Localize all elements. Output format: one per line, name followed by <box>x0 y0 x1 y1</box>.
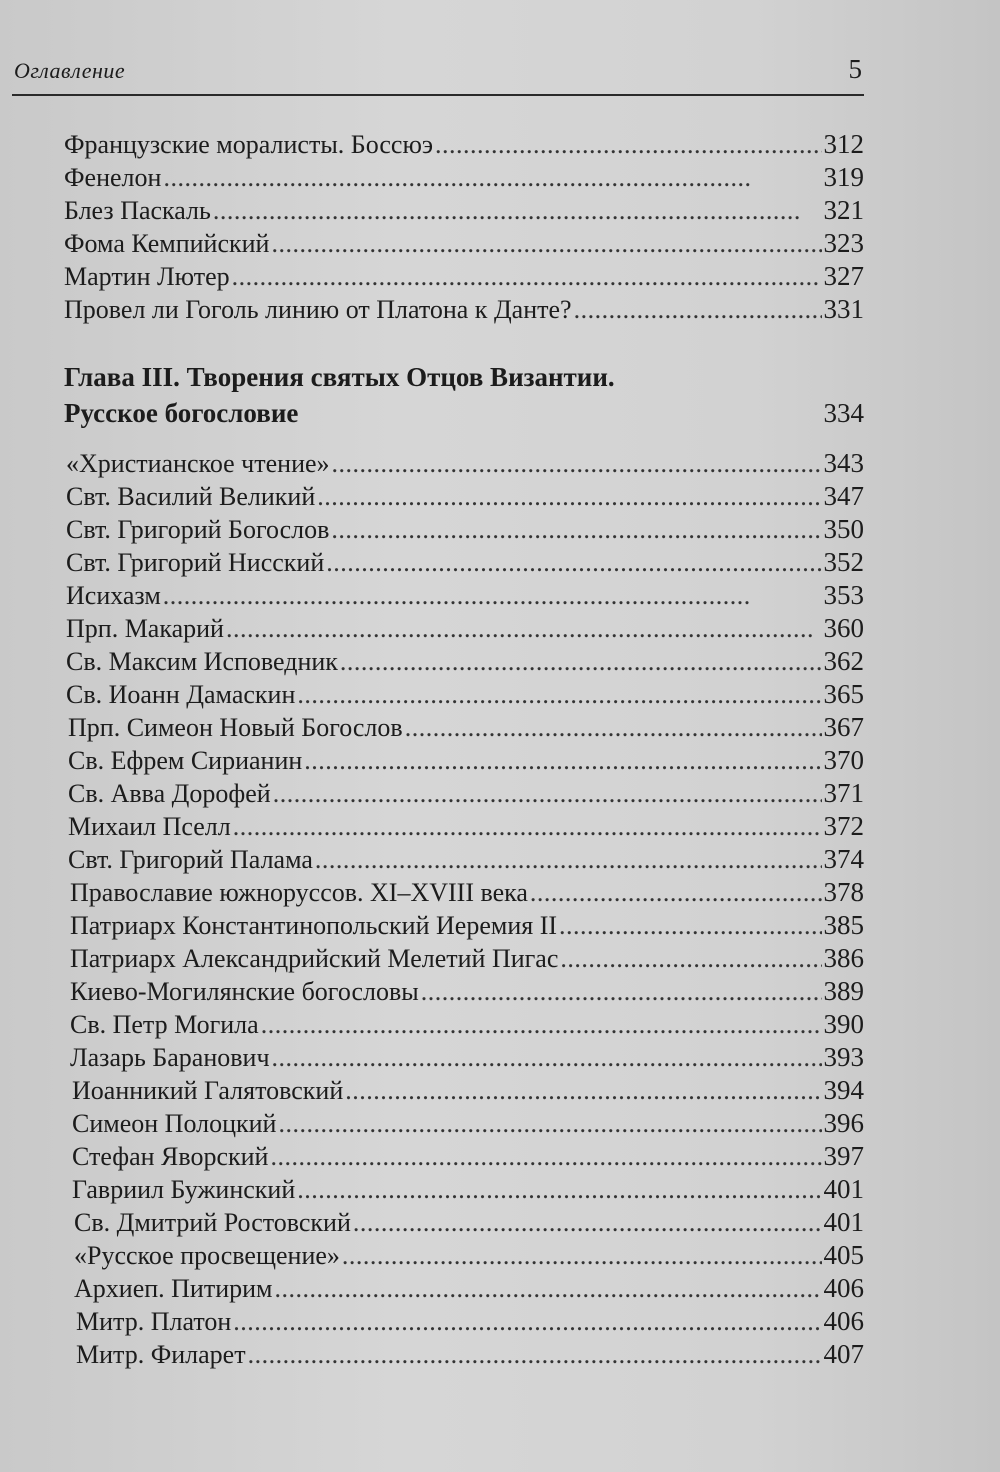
page-number: 5 <box>848 54 862 84</box>
toc-leader-dots <box>213 195 822 227</box>
toc-entry-title: Гавриил Бужинский <box>72 1175 296 1204</box>
toc-leader-dots <box>342 1240 822 1272</box>
toc-entry <box>64 260 864 292</box>
toc-entry-page: 397 <box>823 1141 864 1171</box>
toc-leader-dots <box>232 261 822 293</box>
toc-leader-dots <box>273 778 822 810</box>
toc-entry-page: 312 <box>823 129 864 159</box>
toc-entry <box>66 645 864 677</box>
toc-leader-dots <box>421 976 822 1008</box>
toc-entry <box>76 1338 864 1370</box>
toc-entry <box>70 942 864 974</box>
toc-leader-dots <box>226 613 822 645</box>
toc-entry-title: Французские моралисты. Боссюэ <box>64 130 434 159</box>
toc-entry-page: 319 <box>823 162 864 192</box>
toc-leader-dots <box>317 481 821 513</box>
toc-entry <box>64 128 864 160</box>
toc-leader-dots <box>530 877 822 909</box>
toc-entry-page: 353 <box>823 580 864 610</box>
toc-entry-page: 350 <box>823 514 864 544</box>
toc-entry-page: 385 <box>823 910 864 940</box>
toc-entry <box>66 480 864 512</box>
toc-entry-title: Патриарх Александрийский Мелетий Пигас <box>70 944 559 973</box>
toc-entry-page: 362 <box>823 646 864 676</box>
toc-entry <box>66 513 864 545</box>
toc-entry-title: Св. Петр Могила <box>70 1010 259 1039</box>
toc-leader-dots <box>574 294 822 326</box>
toc-entry-title: Свт. Григорий Палама <box>68 845 313 874</box>
toc-entry-title: Симеон Полоцкий <box>72 1109 277 1138</box>
toc-entry <box>72 1074 864 1106</box>
toc-entry-title: Свт. Василий Великий <box>66 482 316 511</box>
toc-entry-title: Свт. Григорий Нисский <box>66 548 325 577</box>
toc-entry <box>66 678 864 710</box>
toc-entry-title: Св. Максим Исповедник <box>66 647 338 676</box>
toc-entry <box>72 1173 864 1205</box>
toc-entry <box>68 843 864 875</box>
toc-entry <box>64 194 864 226</box>
toc-entry <box>66 612 864 644</box>
toc-leader-dots <box>315 844 822 876</box>
toc-entry-title: «Русское просвещение» <box>74 1241 340 1270</box>
toc-entry-title: Фенелон <box>64 163 162 192</box>
toc-entry-title: Стефан Яворский <box>72 1142 269 1171</box>
toc-leader-dots <box>233 811 822 843</box>
toc-entry <box>68 810 864 842</box>
toc-leader-dots <box>163 162 821 194</box>
toc-entry <box>64 293 864 325</box>
toc-entry <box>76 1305 864 1337</box>
toc-entry-title: «Христианское чтение» <box>66 449 330 478</box>
toc-leader-dots <box>270 1141 821 1173</box>
toc-leader-dots <box>163 580 822 612</box>
toc-entry-page: 390 <box>823 1009 864 1039</box>
toc-entry-page: 401 <box>823 1174 864 1204</box>
toc-entry-page: 352 <box>823 547 864 577</box>
toc-entry <box>66 546 864 578</box>
toc-leader-dots <box>271 228 821 260</box>
toc-entry <box>68 744 864 776</box>
chapter-page: 334 <box>823 398 864 428</box>
toc-leader-dots <box>304 745 821 777</box>
toc-entry-title: Лазарь Баранович <box>70 1043 270 1072</box>
toc-entry-page: 343 <box>823 448 864 478</box>
toc-entry-page: 406 <box>823 1306 864 1336</box>
toc-entry-title: Митр. Платон <box>76 1307 232 1336</box>
toc-entry-page: 347 <box>823 481 864 511</box>
toc-entry-page: 389 <box>823 976 864 1006</box>
toc-leader-dots <box>345 1075 821 1107</box>
toc-entry-page: 396 <box>823 1108 864 1138</box>
toc-entry <box>68 711 864 743</box>
toc-entry <box>74 1239 864 1271</box>
toc-leader-dots <box>332 448 822 480</box>
toc-leader-dots <box>331 514 821 546</box>
toc-entry <box>70 1008 864 1040</box>
toc-entry <box>70 876 864 908</box>
chapter-subheading-title: Русское богословие <box>64 398 299 428</box>
toc-entry-page: 367 <box>823 712 864 742</box>
toc-entry-page: 331 <box>823 294 864 324</box>
toc-entry <box>74 1272 864 1304</box>
toc-entry-title: Киево-Могилянские богословы <box>70 977 419 1006</box>
toc-leader-dots <box>297 1174 821 1206</box>
toc-entry-title: Прп. Симеон Новый Богослов <box>68 713 403 742</box>
toc-entry <box>74 1206 864 1238</box>
toc-leader-dots <box>278 1108 821 1140</box>
toc-entry <box>70 975 864 1007</box>
toc-entry-page: 407 <box>823 1339 864 1369</box>
chapter-heading: Глава III. Творения святых Отцов Византии. <box>64 362 615 392</box>
toc-leader-dots <box>340 646 822 678</box>
running-header-title: Оглавление <box>14 58 126 83</box>
toc-entry-page: 327 <box>823 261 864 291</box>
toc-entry-title: Михаил Пселл <box>68 812 231 841</box>
toc-entry-title: Фома Кемпийский <box>64 229 270 258</box>
toc-entry-title: Иоанникий Галятовский <box>72 1076 344 1105</box>
toc-entry-page: 401 <box>823 1207 864 1237</box>
toc-leader-dots <box>297 679 821 711</box>
toc-entry <box>72 1107 864 1139</box>
toc-entry-title: Свт. Григорий Богослов <box>66 515 330 544</box>
toc-entry-title: Патриарх Константинопольский Иеремия II <box>70 911 558 940</box>
toc-leader-dots <box>272 1042 822 1074</box>
toc-entry-page: 386 <box>823 943 864 973</box>
toc-entry <box>64 227 864 259</box>
toc-leader-dots <box>274 1273 821 1305</box>
toc-entry-title: Архиеп. Питирим <box>74 1274 273 1303</box>
toc-entry <box>68 777 864 809</box>
toc-entry-page: 378 <box>823 877 864 907</box>
toc-entry-page: 406 <box>823 1273 864 1303</box>
toc-leader-dots <box>326 547 821 579</box>
toc-leader-dots <box>560 943 821 975</box>
toc-entry-title: Блез Паскаль <box>64 196 211 225</box>
toc-entry-title: Православие южноруссов. XI–XVIII века <box>70 878 528 907</box>
toc-entry-title: Св. Ефрем Сирианин <box>68 746 303 775</box>
toc-entry-page: 360 <box>823 613 864 643</box>
toc-entry-page: 394 <box>823 1075 864 1105</box>
chapter-subheading <box>64 396 864 430</box>
toc-entry-page: 323 <box>823 228 864 258</box>
toc-entry-title: Исихазм <box>66 581 161 610</box>
toc-entry <box>64 161 864 193</box>
toc-entry-title: Св. Иоанн Дамаскин <box>66 680 296 709</box>
toc-entry-page: 365 <box>823 679 864 709</box>
toc-entry-page: 321 <box>823 195 864 225</box>
toc-entry-title: Прп. Макарий <box>66 614 224 643</box>
toc-entry <box>66 579 864 611</box>
toc-entry-title: Митр. Филарет <box>76 1340 246 1369</box>
toc-leader-dots <box>435 129 821 161</box>
toc-entry-title: Св. Авва Дорофей <box>68 779 271 808</box>
toc-leader-dots <box>559 910 821 942</box>
toc-entry <box>72 1140 864 1172</box>
toc-entry-page: 372 <box>823 811 864 841</box>
toc-entry <box>66 447 864 479</box>
toc-leader-dots <box>261 1009 822 1041</box>
toc-entry-page: 405 <box>823 1240 864 1270</box>
toc-entry <box>70 1041 864 1073</box>
toc-entry-title: Св. Дмитрий Ростовский <box>74 1208 351 1237</box>
toc-entry-title: Мартин Лютер <box>64 262 230 291</box>
toc-leader-dots <box>353 1207 822 1239</box>
toc-leader-dots <box>248 1339 822 1371</box>
toc-leader-dots <box>405 712 822 744</box>
toc-entry <box>70 909 864 941</box>
toc-entry-title: Провел ли Гоголь линию от Платона к Данте? <box>64 295 572 324</box>
toc-entry-page: 393 <box>823 1042 864 1072</box>
toc-entry-page: 370 <box>823 745 864 775</box>
toc-entry-page: 371 <box>823 778 864 808</box>
toc-entry-page: 374 <box>823 844 864 874</box>
toc-leader-dots <box>233 1306 821 1338</box>
